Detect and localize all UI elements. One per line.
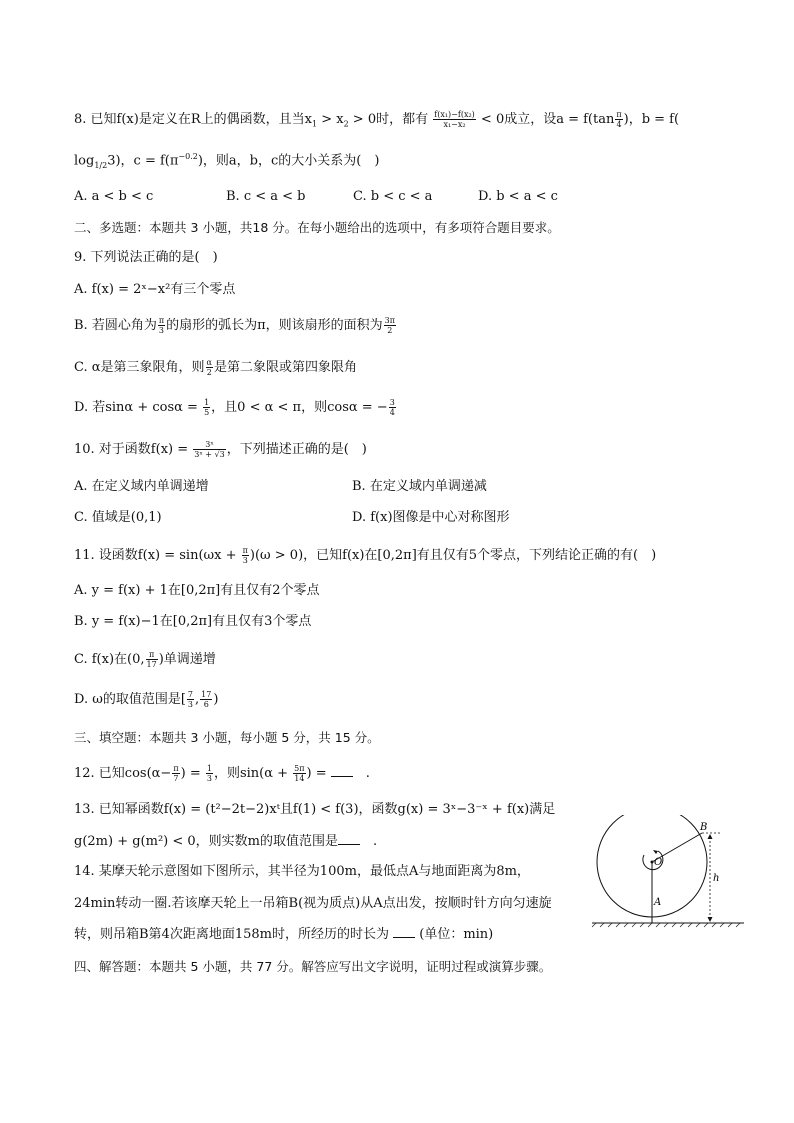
q9-option-a: A. f(x) = 2ˣ−x²有三个零点 [74,282,236,297]
q11-option-b: B. y = f(x)−1在[0,2π]有且仅有3个零点 [74,614,312,629]
rotation-arrowhead [653,850,658,854]
q10-stem: 10. 对于函数f(x) = $\frac{\text{3ˣ}}{\text{3ˣ + √3}}$ ，下列描述正确的是( ) [74,440,367,459]
q14-answer-blank[interactable] [393,925,415,938]
label-O: O [654,857,663,868]
q8-line2: $\log_{1/2}3$)，$c = f(\pi^{-0.2})$，则a，b，c的大小关系为( ) [74,152,380,170]
section-3-heading: 三、填空题：本题共 3 小题，每小题 5 分，共 15 分。 [74,730,380,745]
q11-stem: 11. 设函数f(x) = sin(ωx + $\frac{\pi}{3}$ )(ω > 0)，已知f(x)在[0,2π]有且仅有5个零点，下列结论正确的有( ) [74,546,657,565]
q8-tan-fraction: $\frac{\pi}{4}$ [616,110,622,129]
q14-line3: 转，则吊箱B第4次距离地面158m时，所经历的时长为 (单位：min) [74,927,494,942]
q13-line1: 13. 已知幂函数f(x) = (t²−2t−2)xᵗ且f(1) < f(3)，函数g(x) = 3ˣ−3⁻ˣ + f(x)满足 [74,802,556,817]
q9-option-c: C. α是第三象限角，则 $\frac{\alpha}{2}$ 是第二象限或第四象限角 [74,358,357,377]
q8-line1: 8. 已知f(x)是定义在R上的偶函数，且当$x_1 > x_2 > 0$时，都有 $\frac{\text{f(x₁)−f(x₂)}}{\text{x₁−x₂}}$ < 0成立，设a = f(tan $\frac{\pi}{4}$ )，b = f( [74,110,680,129]
label-A: A [654,897,662,908]
q10-option-c: C. 值域是(0,1) [74,510,162,525]
q11-option-c: C. f(x)在(0, $\frac{\pi}{17}$ )单调递增 [74,650,216,669]
q12-answer-blank[interactable] [331,764,353,777]
ground-hatch [592,923,740,927]
q10-option-b: B. 在定义域内单调递减 [352,479,487,494]
q14-line2: 24min转动一圈.若该摩天轮上一吊箱B(视为质点)从A点出发，按顺时针方向匀速旋 [74,896,552,911]
height-arrow-top [708,834,713,839]
q10-option-a: A. 在定义域内单调递增 [74,479,209,494]
height-arrow-bottom [708,917,713,922]
q9-option-d: D. 若sinα + cosα = $\frac{1}{5}$ ，且0 < α < π，则cosα = − $\frac{3}{4}$ [74,398,395,417]
ferris-wheel-figure [588,815,748,930]
q10-option-d: D. f(x)图像是中心对称图形 [352,510,510,525]
q11-option-a: A. y = f(x) + 1在[0,2π]有且仅有2个零点 [74,583,320,598]
q11-option-d: D. ω的取值范围是[ $\frac{7}{3}$ , $\frac{17}{6}$ ) [74,690,219,709]
q8-fraction: $\frac{\text{f(x₁)−f(x₂)}}{\text{x₁−x₂}}$ [434,110,475,129]
q8-option-d: D. b < a < c [478,189,558,204]
q8-option-b: B. c < a < b [226,189,306,204]
q9-option-b: B. 若圆心角为 $\frac{\pi}{3}$ 的扇形的弧长为π，则该扇形的面积为 $\frac{3\pi}{2}$ [74,316,395,335]
label-B: B [700,822,708,833]
q9-stem: 9. 下列说法正确的是( ) [74,250,218,265]
q14-line1: 14. 某摩天轮示意图如下图所示，其半径为100m，最低点A与地面距离为8m， [74,864,530,879]
q8-option-a: A. a < b < c [74,189,154,204]
q8-number: 8. 已知 [74,112,117,127]
label-h: h [713,873,720,884]
section-2-heading: 二、多选题：本题共 3 小题，共18 分。在每小题给出的选项中，有多项符合题目要求。 [74,220,560,235]
q13-answer-blank[interactable] [338,832,360,845]
q13-line2: g(2m) + g(m²) < 0，则实数m的取值范围是 . [74,834,378,849]
q12: 12. 已知cos(α− $\frac{\pi}{7}$ ) = $\frac{1}{3}$ ，则sin(α + $\frac{5\pi}{14}$ ) = . [74,764,370,783]
section-4-heading: 四、解答题：本题共 5 小题，共 77 分。解答应写出文字说明，证明过程或演算步骤。 [74,959,552,974]
q8-option-c: C. b < c < a [353,189,433,204]
